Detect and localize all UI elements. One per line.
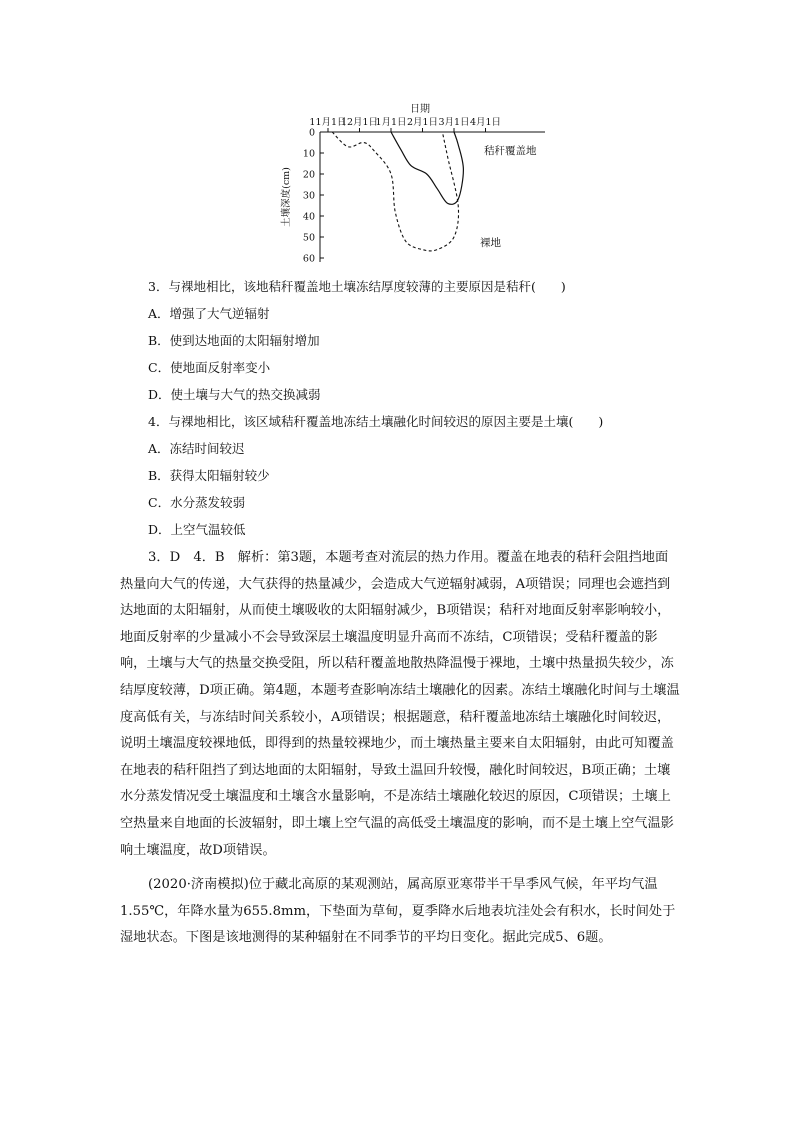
question-4-option-a: A．冻结时间较迟 [148, 441, 245, 456]
question-4-option-d: D．上空气温较低 [148, 522, 246, 537]
x-tick-label: 2月1日 [406, 117, 439, 128]
soil-frost-depth-chart [270, 96, 560, 268]
x-tick-label: 3月1日 [438, 117, 470, 128]
x-tick-label: 4月1日 [469, 117, 502, 128]
answer-text: 3．D 4．B 解析：第3题，本题考查对流层的热力作用。覆盖在地表的秸秆会阻挡地面热量向大气的传递，大气获得的热量减少，会造成大气逆辐射减弱，A项错误；同理也会遮挡到达地面的太阳辐射，从而使土壤吸收的太阳辐射减少，B项错误；秸秆对地面反射率影响较小，地面反射率的少量减小不会导致深层土壤温度明显升高而不冻结，C项错误；受秸秆覆盖的影响，土壤与大气的热量交换受阻，所以秸秆覆盖地散热降温慢于裸地，土壤中热量损失较少，冻结厚度较薄，D项正确。第4题，本题考查影响冻结土壤融化的因素。冻结土壤融化时间与土壤温度高低有关，与冻结时间关系较小，A项错误；根据题意，秸秆覆盖地冻结土壤融化时间较迟，说明土壤温度较裸地低，即得到的热量较裸地少，而土壤热量主要来自太阳辐射，由此可知覆盖在地表的秸秆阻挡了到达地面的太阳辐射，导致土温回升较慢，融化时间较迟，B项正确；土壤水分蒸发情况受土壤温度和土壤含水量影响，不是冻结土壤融化较迟的原因，C项错误；土壤上空热量来自地面的长波辐射，即土壤上空气温的高低受土壤温度的影响，而不是土壤上空气温影响土壤温度，故D项错误。 [120, 550, 680, 858]
x-tick-labels [309, 117, 501, 128]
x-tick-marks [328, 128, 486, 132]
question-4-stem: 4．与裸地相比，该区域秸秆覆盖地冻结土壤融化时间较迟的原因主要是土壤( ) [148, 414, 604, 429]
question-3-option-c: C．使地面反射率变小 [148, 360, 271, 375]
y-tick-label: 10 [302, 148, 315, 160]
y-tick-label: 0 [308, 127, 315, 139]
series-line-mulched [391, 132, 463, 204]
y-axis-title: 土壤深度(cm) [281, 167, 292, 227]
answer-explanation [120, 545, 680, 864]
y-tick-labels [303, 128, 315, 265]
question-3-stem: 3．与裸地相比，该地秸秆覆盖地土壤冻结厚度较薄的主要原因是秸秆( ) [148, 279, 566, 294]
question-3-option-d: D．使土壤与大气的热交换减弱 [148, 387, 321, 402]
y-tick-label: 60 [302, 253, 315, 265]
y-tick-label: 50 [302, 232, 315, 244]
next-material-text: (2020·济南模拟)位于藏北高原的某观测站，属高原亚寒带半干旱季风气候，年平均气温1.55℃，年降水量为655.8mm，下垫面为草甸，夏季降水后地表坑洼处会有积水，长时间处于湿地状态。下图是该地测得的某种辐射在不同季节的平均日变化。据此完成5、6题。 [120, 877, 676, 946]
x-tick-label: 11月1日 [309, 117, 347, 128]
x-axis-title: 日期 [410, 104, 430, 115]
question-3-option-b: B．使到达地面的太阳辐射增加 [148, 333, 320, 348]
question-4-option-c: C．水分蒸发较弱 [148, 495, 246, 510]
x-tick-label: 1月1日 [375, 117, 407, 128]
next-material [120, 872, 680, 952]
y-tick-marks [320, 132, 324, 258]
x-tick-label: 12月1日 [340, 117, 379, 128]
y-tick-label: 20 [302, 169, 315, 181]
series-label-mulched: 秸秆覆盖地 [484, 145, 537, 157]
question-4-option-b: B．获得太阳辐射较少 [148, 468, 270, 483]
series-label-bare: 裸地 [480, 237, 501, 249]
y-tick-label: 30 [302, 190, 315, 202]
question-3-option-a: A．增强了大气逆辐射 [148, 306, 270, 321]
y-tick-label: 40 [302, 211, 315, 223]
